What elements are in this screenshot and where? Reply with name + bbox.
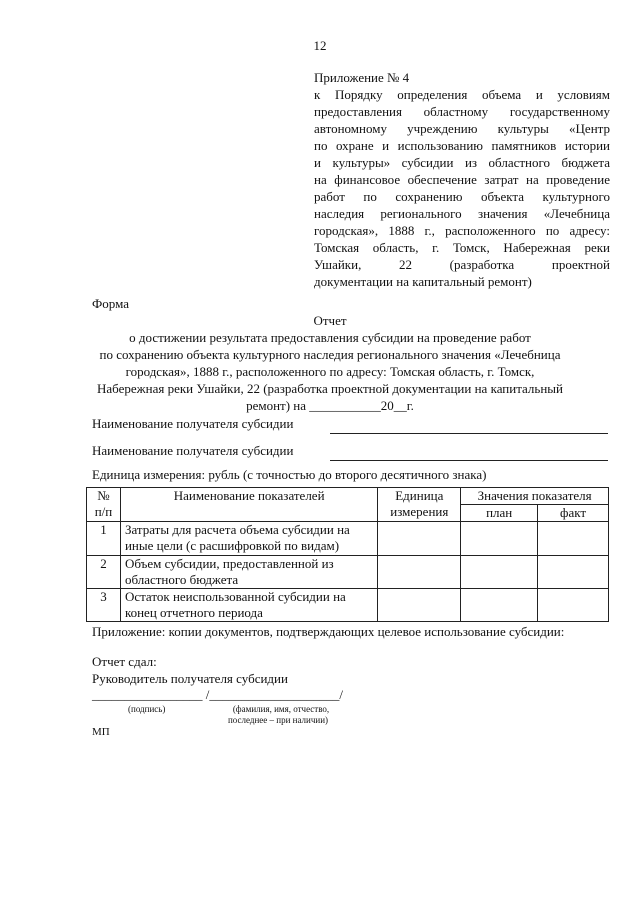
header-fact: факт — [538, 505, 609, 522]
recipient-label-2: Наименование получателя субсидии — [92, 443, 294, 458]
annex-line: к Порядку определения объема и условиям — [314, 87, 610, 102]
annex-title: Приложение № 4 — [314, 70, 410, 85]
row-plan-cell[interactable] — [461, 556, 538, 589]
annex-line: Ушайки, 22 (разработка проектной — [314, 257, 610, 272]
row-plan-cell[interactable] — [461, 589, 538, 622]
annex-line: по охране и использованию памятников истории — [314, 138, 610, 153]
annex-line: Томская область, г. Томск, Набережная реки — [314, 240, 610, 255]
report-subtitle-line: Набережная реки Ушайки, 22 (разработка проектной документации на капитальный — [97, 381, 563, 396]
signature-line[interactable]: _________________ /____________________/ — [92, 687, 343, 702]
row-unit-cell[interactable] — [378, 556, 461, 589]
annex-line: городская», 1888 г., расположенного по адресу: — [314, 223, 610, 238]
report-subtitle-line: городская», 1888 г., расположенного по адресу: Томская область, г. Томск, — [125, 364, 535, 379]
table-row — [87, 522, 609, 556]
caption-name-2: последнее – при наличии) — [227, 715, 329, 725]
row-unit-cell[interactable] — [378, 589, 461, 622]
row-fact-cell[interactable] — [538, 589, 609, 622]
table-row — [87, 589, 609, 622]
report-subtitle-line: по сохранению объекта культурного наследия регионального значения «Лечебница — [99, 347, 561, 362]
page-number: 12 — [313, 38, 327, 53]
row-fact-cell[interactable] — [538, 522, 609, 556]
annex-line: автономному учреждению культуры «Центр — [314, 121, 610, 136]
row-name: Затраты для расчета объема субсидии на иные цели (с расшифровкой по видам) — [120, 522, 377, 556]
annex-line: работ по сохранению объекта культурного — [314, 189, 610, 204]
header-name: Наименование показателей — [120, 488, 377, 522]
row-num: 2 — [87, 556, 121, 589]
recipient-label-1: Наименование получателя субсидии — [92, 416, 294, 431]
report-table — [86, 487, 609, 622]
annex-line: и культуры» субсидии из областного бюджета — [314, 155, 610, 170]
annex-line: документации на капитальный ремонт) — [314, 274, 532, 289]
header-unit: Единица измерения — [378, 488, 461, 522]
row-num: 3 — [87, 589, 121, 622]
recipient-field-2[interactable] — [330, 460, 608, 461]
appendix-note: Приложение: копии документов, подтверждающих целевое использование субсидии: — [92, 624, 565, 639]
report-subtitle-line: ремонт) на ___________20__г. — [246, 398, 414, 413]
recipient-field-1[interactable] — [330, 433, 608, 434]
form-label: Форма — [92, 296, 129, 311]
row-plan-cell[interactable] — [461, 522, 538, 556]
table-row — [87, 556, 609, 589]
header-values: Значения показателя — [461, 488, 609, 505]
report-title: Отчет — [313, 313, 347, 328]
submitted-label: Отчет сдал: — [92, 654, 157, 669]
row-num: 1 — [87, 522, 121, 556]
row-name: Остаток неиспользованной субсидии на конец отчетного периода — [120, 589, 377, 622]
unit-line: Единица измерения: рубль (с точностью до второго десятичного знака) — [92, 467, 487, 482]
stamp-label: МП — [92, 726, 110, 738]
annex-line: предоставления областному государственному — [314, 104, 610, 119]
report-subtitle-line: о достижении результата предоставления субсидии на проведение работ — [129, 330, 531, 345]
row-unit-cell[interactable] — [378, 522, 461, 556]
header-plan: план — [461, 505, 538, 522]
caption-signature: (подпись) — [128, 704, 166, 714]
head-label: Руководитель получателя субсидии — [92, 671, 288, 686]
row-fact-cell[interactable] — [538, 556, 609, 589]
caption-name-1: (фамилия, имя, отчество, — [232, 704, 330, 714]
annex-line: на финансовое обеспечение затрат на проведение — [314, 172, 610, 187]
header-num: № п/п — [87, 488, 121, 522]
annex-line: наследия регионального значения «Лечебница — [314, 206, 610, 221]
row-name: Объем субсидии, предоставленной из областного бюджета — [120, 556, 377, 589]
